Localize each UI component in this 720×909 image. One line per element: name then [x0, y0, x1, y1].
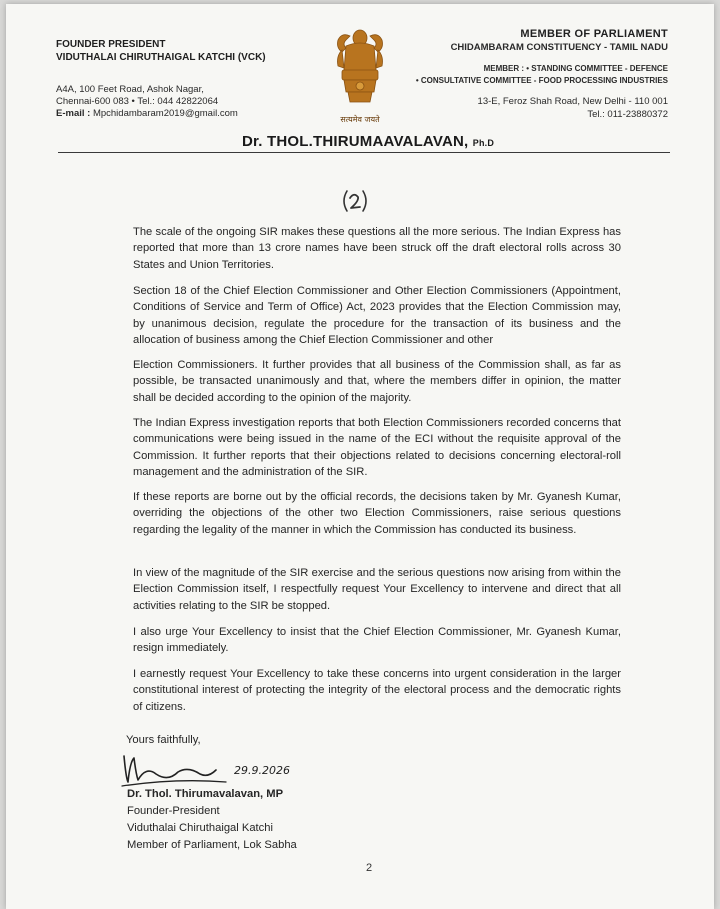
letterhead-left-title [56, 38, 266, 64]
sender-degree: Ph.D [472, 138, 495, 148]
national-emblem-icon [328, 26, 392, 130]
paragraph-1: The scale of the ongoing SIR makes these questions all the more serious. The Indian Express has reported that more than 13 crore names have been struck off the draft electoral rolls across 30 States and Union Territories. [133, 226, 621, 271]
signatory-title-party: Viduthalai Chiruthaigal Katchi [127, 822, 273, 834]
paragraph-6: In view of the magnitude of the SIR exercise and the serious questions now arising from within the Election Commission itself, I respectfully request Your Excellency to intervene and direct that all activities relating to the SIR be stopped. [133, 567, 621, 612]
signatory-title-mp: Member of Parliament, Lok Sabha [127, 839, 297, 851]
handwritten-page-mark [340, 188, 370, 214]
chennai-address-line-2: Chennai-600 083 • Tel.: 044 42822064 [56, 96, 219, 107]
letterhead-name [242, 133, 494, 150]
delhi-address [416, 95, 668, 121]
delhi-phone-line: Tel.: 011-23880372 [587, 109, 668, 120]
committee-defence: MEMBER : • STANDING COMMITTEE - DEFENCE [483, 64, 668, 73]
letterhead-left-address [56, 84, 238, 120]
signature-date: 29.9.2026 [234, 764, 290, 777]
letterhead-divider [58, 152, 670, 153]
page-mark-text: (2) [355, 204, 357, 205]
emblem-motto: सत्यमेव जयते [340, 115, 380, 124]
paragraph-2: Section 18 of the Chief Election Commissioner and Other Election Commissioners (Appointment, Conditions of Service and Term of Office) Act, 2023 provides that the Election Commission may, by unanimous decision, regulate the procedure for the transaction of its business and the allocation of business among the Chief Election Commissioner and other [133, 285, 621, 347]
closing-salutation: Yours faithfully, [126, 734, 201, 746]
founder-president-label: FOUNDER PRESIDENT [56, 39, 166, 50]
member-of-parliament-label: MEMBER OF PARLIAMENT [520, 28, 668, 40]
paragraph-3: Election Commissioners. It further provides that all business of the Commission shall, as far as possible, be transacted unanimously and that, where the members differ in opinion, the matter shall be decided according to the opinion of the majority. [133, 359, 621, 404]
signatory-title-founder: Founder-President [127, 805, 220, 817]
email-line [56, 108, 238, 120]
paragraph-8: I earnestly request Your Excellency to take these concerns into urgent consideration in the larger constitutional interest of protecting the integrity of the electoral process and the democratic rights of citizens. [133, 668, 621, 713]
constituency-label: CHIDAMBARAM CONSTITUENCY - TAMIL NADU [450, 42, 668, 53]
committee-food-processing: • CONSULTATIVE COMMITTEE - FOOD PROCESSING INDUSTRIES [415, 76, 668, 85]
signatory-name: Dr. Thol. Thirumavalavan, MP [127, 788, 284, 800]
email-address: Mpchidambaram2019@gmail.com [92, 108, 238, 119]
delhi-address-line: 13-E, Feroz Shah Road, New Delhi - 110 001 [477, 96, 668, 107]
paragraph-4: The Indian Express investigation reports that both Election Commissioners recorded concerns that communications were being issued in the name of the ECI without the requisite approval of the Commission. It further reports that their objections related to decisions concerning electoral-roll management and the administration of the SIR. [133, 417, 621, 479]
paragraph-7: I also urge Your Excellency to insist that the Chief Election Commissioner, Mr. Gyanesh Kumar, resign immediately. [133, 626, 621, 655]
chennai-address-line-1: A4A, 100 Feet Road, Ashok Nagar, [56, 84, 204, 95]
paragraph-5: If these reports are borne out by the official records, the decisions taken by Mr. Gyanesh Kumar, overriding the objections of the other two Election Commissioners, raise serious questions regarding the legality of the manner in which the Commission has conducted its business. [133, 491, 621, 536]
signature-block [127, 786, 297, 854]
letterhead-right [416, 28, 668, 121]
page-number: 2 [366, 862, 373, 874]
committee-membership [416, 63, 668, 87]
letter-page [6, 4, 714, 909]
sender-name: Dr. THOL.THIRUMAAVALAVAN, [242, 133, 469, 150]
email-label: E-mail : [56, 108, 91, 119]
party-name: VIDUTHALAI CHIRUTHAIGAL KATCHI (VCK) [56, 52, 266, 63]
